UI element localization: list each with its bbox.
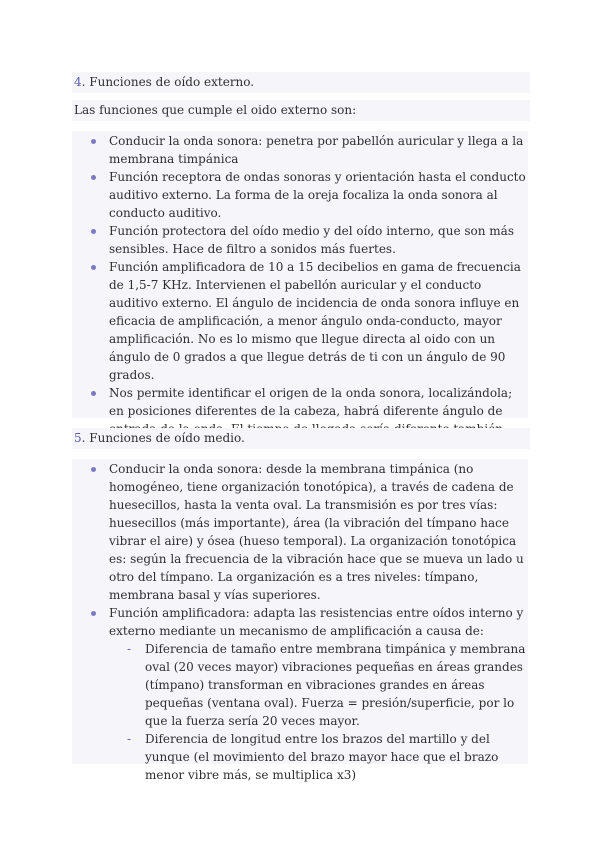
section-4-number: 4 [74,75,82,89]
section-5-bullets [72,460,528,640]
section-5-list [72,459,528,782]
section-4-title: . Funciones de oído externo. [81,75,255,89]
list-item: Función protectora del oído medio y del oído interno, que son más sensibles. Hace de filtro a sonidos más fuertes. [72,222,528,258]
section-5-number: 5 [74,431,82,445]
list-item: Función receptora de ondas sonoras y orientación hasta el conducto auditivo externo. La forma de la oreja focaliza la onda sonora al conducto auditivo. [72,168,528,222]
list-item: Función amplificadora de 10 a 15 decibelios en gama de frecuencia de 1,5-7 KHz. Intervienen el pabellón auricular y el conducto auditivo externo. El ángulo de incidencia de onda sonora influye en eficacia de amplificación, a menor ángulo onda-conducto, mayor amplificación. No es lo mismo que llegue directa al oido con un ángulo de 0 grados a que llegue detrás de ti con un ángulo de 90 grados. [72,258,528,384]
section-4-list [72,131,528,418]
list-item: Función amplificadora: adapta las resistencias entre oídos interno y externo mediante un mecanismo de amplificación a causa de: [72,604,528,640]
section-4-intro: Las funciones que cumple el oido externo son: [72,100,530,121]
sub-list-item: - Diferencia de longitud entre los brazos del martillo y del yunque (el movimiento del brazo mayor hace que el brazo menor vibre más, se multiplica x3) [72,730,528,784]
section-5-title: . Funciones de oído medio. [81,431,245,445]
list-item: Conducir la onda sonora: penetra por pabellón auricular y llega a la membrana timpánica [72,132,528,168]
section-5-subitems [72,640,528,784]
list-item: Conducir la onda sonora: desde la membrana timpánica (no homogéneo, tiene organización tonotópica), a través de cadena de huesecillos, hasta la venta oval. La transmisión es por tres vías: huesecillos (más importante), área (la vibración del tímpano hace vibrar el aire) y ósea (hueso temporal). La organización tonotópica es: según la frecuencia de la vibración hace que se mueva un lado u otro del tímpano. La organización es a tres niveles: tímpano, membrana basal y vías superiores. [72,460,528,604]
section-4-heading [72,72,530,93]
list-item: Nos permite identificar el origen de la onda sonora, localizándola; en posiciones diferentes de la cabeza, habrá diferente ángulo de [72,384,528,438]
sub-list-item: - Diferencia de tamaño entre membrana timpánica y membrana oval (20 veces mayor) vibraciones pequeñas en áreas grandes (tímpano) transforman en vibraciones grandes en áreas pequeñas (ventana oval). Fuerza = presión/superficie, por lo que la fuerza sería 20 veces mayor. [72,640,528,730]
section-5-heading [72,428,530,449]
